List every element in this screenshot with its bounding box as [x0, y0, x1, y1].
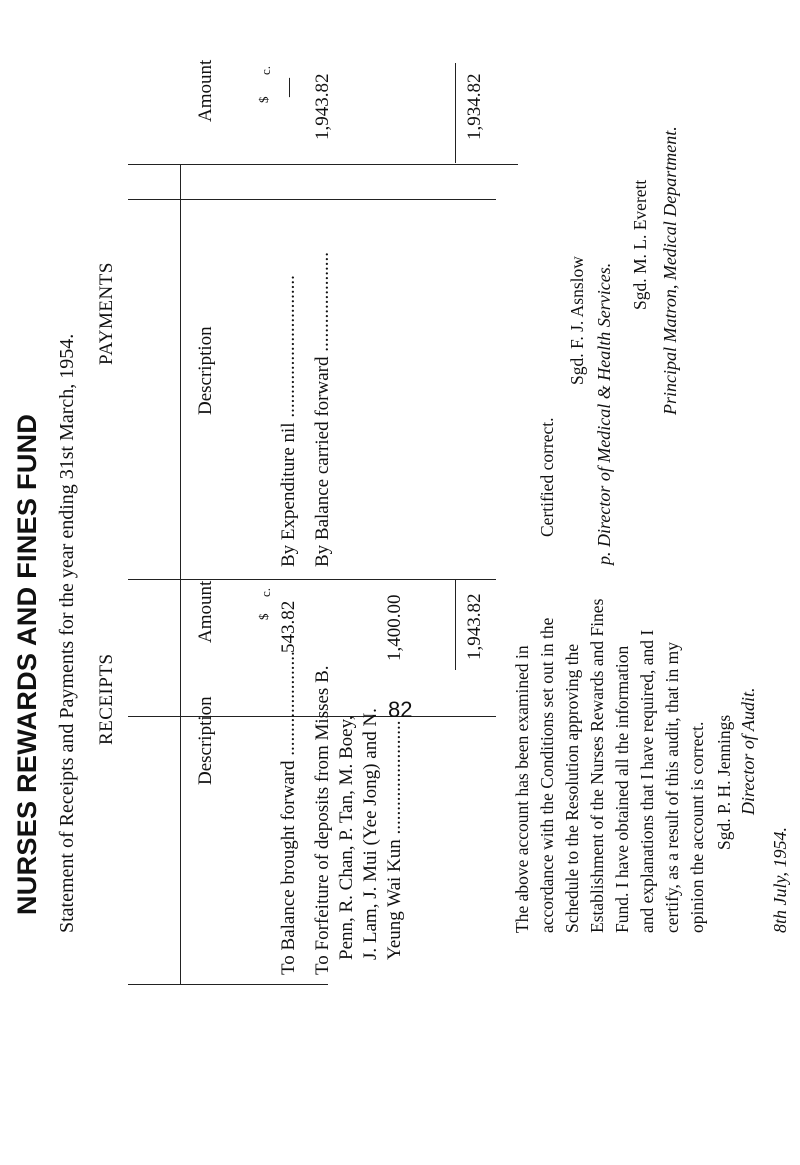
payments-row-expenditure-amount: —: [278, 78, 299, 97]
payments-heading: PAYMENTS: [96, 262, 117, 365]
payments-column-rule: [128, 199, 496, 200]
receipts-row-forfeiture-amount: 1,400.00: [384, 594, 405, 661]
page-number: 82: [388, 697, 413, 722]
receipts-amount-header: Amount: [195, 580, 216, 643]
receipts-left-rule: [128, 984, 328, 985]
payments-row-expenditure: By Expenditure nil ..............................: [278, 275, 299, 567]
receipts-total-rule: [455, 580, 456, 670]
certification-signatory-2-title: Principal Matron, Medical Department.: [660, 126, 680, 415]
payments-total-rule: [455, 63, 456, 163]
receipts-row-balance-brought-forward-amount: 543.82: [278, 600, 299, 653]
audit-line-4: Establishment of the Nurses Rewards and Fines: [587, 598, 607, 933]
certification-signatory-1-title: p. Director of Medical & Health Services.: [594, 262, 614, 565]
receipts-row-forfeiture-line-1: To Forfeiture of deposits from Misses B.: [312, 665, 333, 975]
payments-amount-header: Amount: [195, 59, 216, 122]
audit-signatory-title: Director of Audit.: [738, 687, 758, 815]
payments-row-balance-carried-forward-amount: 1,943.82: [312, 73, 333, 140]
payments-right-rule: [128, 164, 518, 165]
audit-signature: Sgd. P. H. Jennings: [714, 714, 734, 850]
payments-cents-sign: c.: [258, 65, 273, 75]
audit-date: 8th July, 1954.: [770, 827, 790, 933]
receipts-heading: RECEIPTS: [96, 653, 117, 745]
audit-line-1: The above account has been examined in: [512, 645, 532, 933]
receipts-total: 1,943.82: [464, 593, 485, 660]
certification-signature-1: Sgd. F. J. Asnslow: [567, 256, 587, 385]
document-subtitle: Statement of Receipts and Payments for the year ending 31st March, 1954.: [56, 333, 78, 933]
receipts-cents-sign: c.: [258, 587, 273, 597]
certification-signature-2: Sgd. M. L. Everett: [630, 179, 650, 310]
document-title: NURSES REWARDS AND FINES FUND: [12, 413, 42, 915]
payments-total: 1,934.82: [464, 73, 485, 140]
receipts-row-forfeiture-line-4: Yeung Wai Kun ........................: [384, 720, 405, 960]
receipts-row-balance-brought-forward: To Balance brought forward ......................: [278, 651, 299, 975]
payments-description-header: Description: [195, 326, 216, 415]
receipts-header-rule: [180, 580, 181, 985]
audit-line-3: Schedule to the Resolution approving the: [562, 643, 582, 933]
receipts-row-forfeiture-line-3: J. Lam, J. Mui (Yee Jong) and N.: [360, 708, 381, 960]
payments-dollar-sign: $: [256, 96, 271, 103]
receipts-row-forfeiture-line-2: Penn, R. Chan, P. Tan, M. Boey,: [336, 715, 357, 960]
payments-left-rule: [128, 579, 496, 580]
receipts-dollar-sign: $: [256, 613, 271, 620]
receipts-description-header: Description: [195, 696, 216, 785]
audit-line-8: opinion the account is correct.: [687, 721, 707, 933]
audit-line-2: accordance with the Conditions set out in the: [537, 617, 557, 933]
payments-row-balance-carried-forward: By Balance carried forward .....................: [312, 252, 333, 567]
certified-correct: Certified correct.: [537, 417, 557, 537]
audit-line-7: certify, as a result of this audit, that in my: [662, 642, 682, 933]
audit-line-6: and explanations that I have required, and I: [637, 629, 657, 933]
payments-header-rule: [180, 164, 181, 580]
audit-line-5: Fund. I have obtained all the information: [612, 645, 632, 933]
